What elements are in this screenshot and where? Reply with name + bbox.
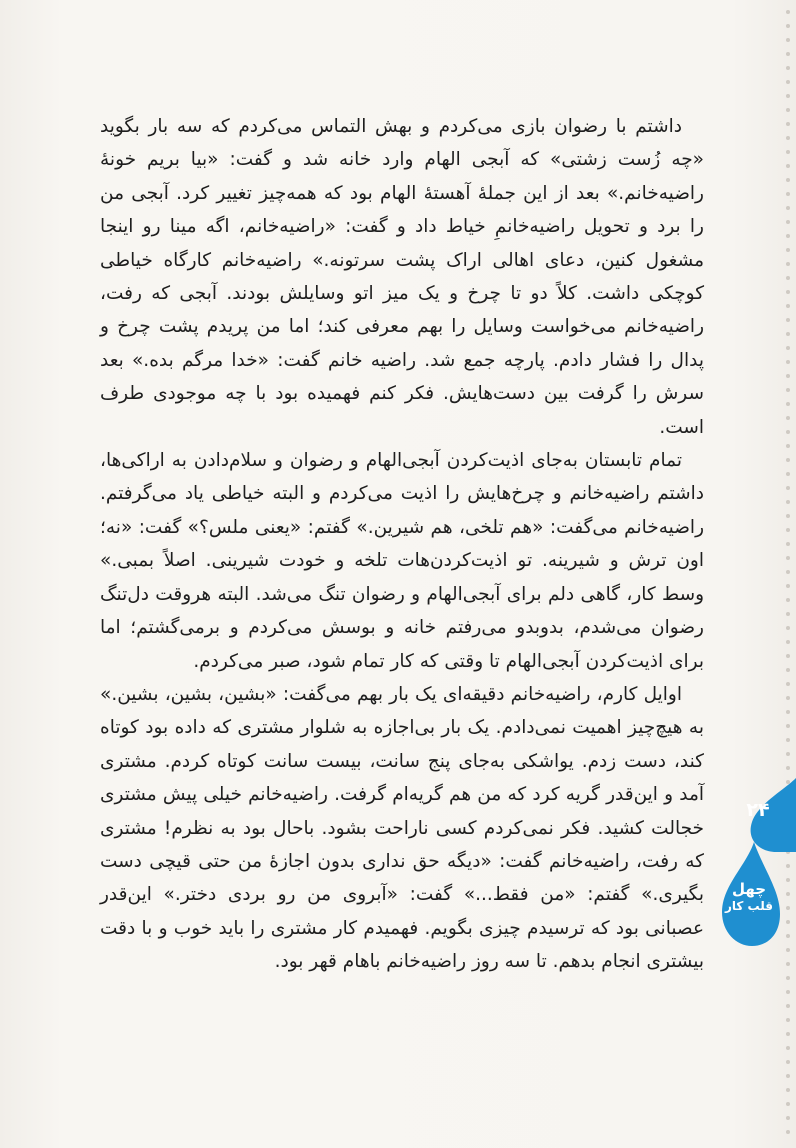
edge-dot [786, 598, 790, 602]
edge-dot [786, 1018, 790, 1022]
paragraph-3: اوایل کارم، راضیه‌خانم دقیقه‌ای یک بار بهم می‌گفت: «بشین، بشین، بشین.» به هیچ‌چیز اهمیت نمی‌دادم. یک بار بی‌اجازه به شلوار مشتری که داده بود کوتاه کند، دست زدم. یواشکی به‌جای پنج سانت، بیست سانت کوتاه کردم. مشتری آمد و این‌قدر گریه کرد که من هم گریه‌ام گرفت. راضیه‌خانم خیلی پیش مشتری خجالت کشید. فکر نمی‌کردم کسی ناراحت بشود. باحال بود به نظرم! مشتری که رفت، راضیه‌خانم گفت: «دیگه حق نداری بدون اجازهٔ من حتی قیچی دست بگیری.» گفتم: «من فقط...» گفت: «آبروی من رو بردی دختر.» این‌قدر عصبانی بود که ترسیدم چیزی بگویم. فهمیدم کار مشتری را باید خوب و با دقت بیشتری انجام بدهم. تا سه روز راضیه‌خانم باهام قهر بود. [100, 683, 704, 973]
edge-dot [786, 710, 790, 714]
edge-dot [786, 318, 790, 322]
edge-dot [786, 682, 790, 686]
edge-dot [786, 234, 790, 238]
series-logo-text [720, 880, 778, 914]
edge-dot [786, 290, 790, 294]
edge-dot [786, 500, 790, 504]
edge-dot [786, 10, 790, 14]
edge-dot [786, 136, 790, 140]
edge-dot [786, 262, 790, 266]
edge-dot [786, 892, 790, 896]
edge-dot [786, 458, 790, 462]
edge-dot [786, 248, 790, 252]
edge-dot [786, 388, 790, 392]
edge-dot [786, 374, 790, 378]
edge-dot [786, 1088, 790, 1092]
page-number: ۲۴ [746, 799, 770, 821]
edge-dot [786, 752, 790, 756]
edge-dot [786, 738, 790, 742]
edge-dot [786, 430, 790, 434]
edge-dot [786, 724, 790, 728]
edge-dot [786, 556, 790, 560]
edge-dot [786, 654, 790, 658]
edge-dot [786, 360, 790, 364]
series-logo-line-1: چهل [731, 880, 767, 898]
edge-dot [786, 864, 790, 868]
edge-dot [786, 206, 790, 210]
edge-dot [786, 990, 790, 994]
edge-dot [786, 948, 790, 952]
edge-dot [786, 906, 790, 910]
edge-dot [786, 346, 790, 350]
edge-dot [786, 1116, 790, 1120]
edge-dot [786, 164, 790, 168]
edge-dot [786, 486, 790, 490]
edge-dot [786, 192, 790, 196]
edge-dot [786, 402, 790, 406]
edge-dot [786, 1060, 790, 1064]
edge-dot [786, 276, 790, 280]
edge-dot [786, 1032, 790, 1036]
edge-dot [786, 304, 790, 308]
edge-dot [786, 626, 790, 630]
edge-dot [786, 24, 790, 28]
edge-dot [786, 584, 790, 588]
body-text [100, 110, 704, 979]
edge-dot-column [782, 0, 792, 1148]
edge-dot [786, 1074, 790, 1078]
edge-dot [786, 1046, 790, 1050]
edge-dot [786, 570, 790, 574]
edge-dot [786, 640, 790, 644]
edge-dot [786, 416, 790, 420]
edge-dot [786, 1130, 790, 1134]
edge-dot [786, 696, 790, 700]
edge-dot [786, 66, 790, 70]
edge-dot [786, 934, 790, 938]
edge-dot [786, 542, 790, 546]
edge-dot [786, 332, 790, 336]
edge-dot [786, 52, 790, 56]
edge-dot [786, 612, 790, 616]
edge-dot [786, 108, 790, 112]
edge-dot [786, 80, 790, 84]
edge-dot [786, 1004, 790, 1008]
edge-dot [786, 220, 790, 224]
edge-dot [786, 668, 790, 672]
edge-dot [786, 472, 790, 476]
edge-dot [786, 178, 790, 182]
series-logo-line-2: قلب کار [724, 899, 774, 913]
edge-dot [786, 444, 790, 448]
edge-dot [786, 976, 790, 980]
edge-dot [786, 150, 790, 154]
edge-dot [786, 920, 790, 924]
edge-dot [786, 122, 790, 126]
edge-dot [786, 528, 790, 532]
edge-dot [786, 962, 790, 966]
edge-dot [786, 94, 790, 98]
paragraph-2: تمام تابستان به‌جای اذیت‌کردن آبجی‌الهام و رضوان و سلام‌دادن به اراکی‌ها، داشتم راضیه‌خانم و چرخ‌هایش را اذیت می‌کردم و البته خیاطی یاد می‌گرفتم. راضیه‌خانم می‌گفت: «هم تلخی، هم شیرین.» گفتم: «یعنی ملس؟» گفت: «نه؛ اون ترش و شیرینه. تو اذیت‌کردن‌هات تلخه و خودت شیرینی. اصلاً بمبی.» وسط کار، گاهی دلم برای آبجی‌الهام و رضوان تنگ می‌شد. البته هروقت دل‌تنگ رضوان می‌شدم، بدوبدو می‌رفتم خانه و بوسش می‌کردم و برمی‌گشتم؛ اما برای اذیت‌کردن آبجی‌الهام تا وقتی که کار تمام شود، صبر می‌کردم. [100, 450, 704, 672]
edge-dot [786, 514, 790, 518]
edge-dot [786, 38, 790, 42]
paragraph-1: داشتم با رضوان بازی می‌کردم و بهش التماس می‌کردم که سه بار بگوید «چه زُست زشتی» که آبجی الهام وارد خانه شد و گفت: «بیا بریم خونهٔ راضیه‌خانم.» بعد از این جملهٔ آهستهٔ الهام بود که همه‌چیز تغییر کرد. آبجی من را برد و تحویل راضیه‌خانمِ خیاط داد و گفت: «راضیه‌خانم، اگه مینا رو اینجا مشغول کنین، دعای اهالی اراک پشت سرتونه.» راضیه‌خانم کارگاه خیاطی کوچکی داشت. کلاً دو تا چرخ و یک میز اتو وسایلش بودند. آبجی که رفت، راضیه‌خانم می‌خواست وسایل را بهم معرفی کند؛ اما من پریدم پشت چرخ و پدال را فشار دادم. پارچه جمع شد. راضیه خانم گفت: «خدا مرگم بده.» بعد سرش را گرفت بین دست‌هایش. فکر کنم فهمیده بود با چه موجودی طرف است. [100, 116, 704, 438]
edge-dot [786, 1102, 790, 1106]
edge-dot [786, 878, 790, 882]
